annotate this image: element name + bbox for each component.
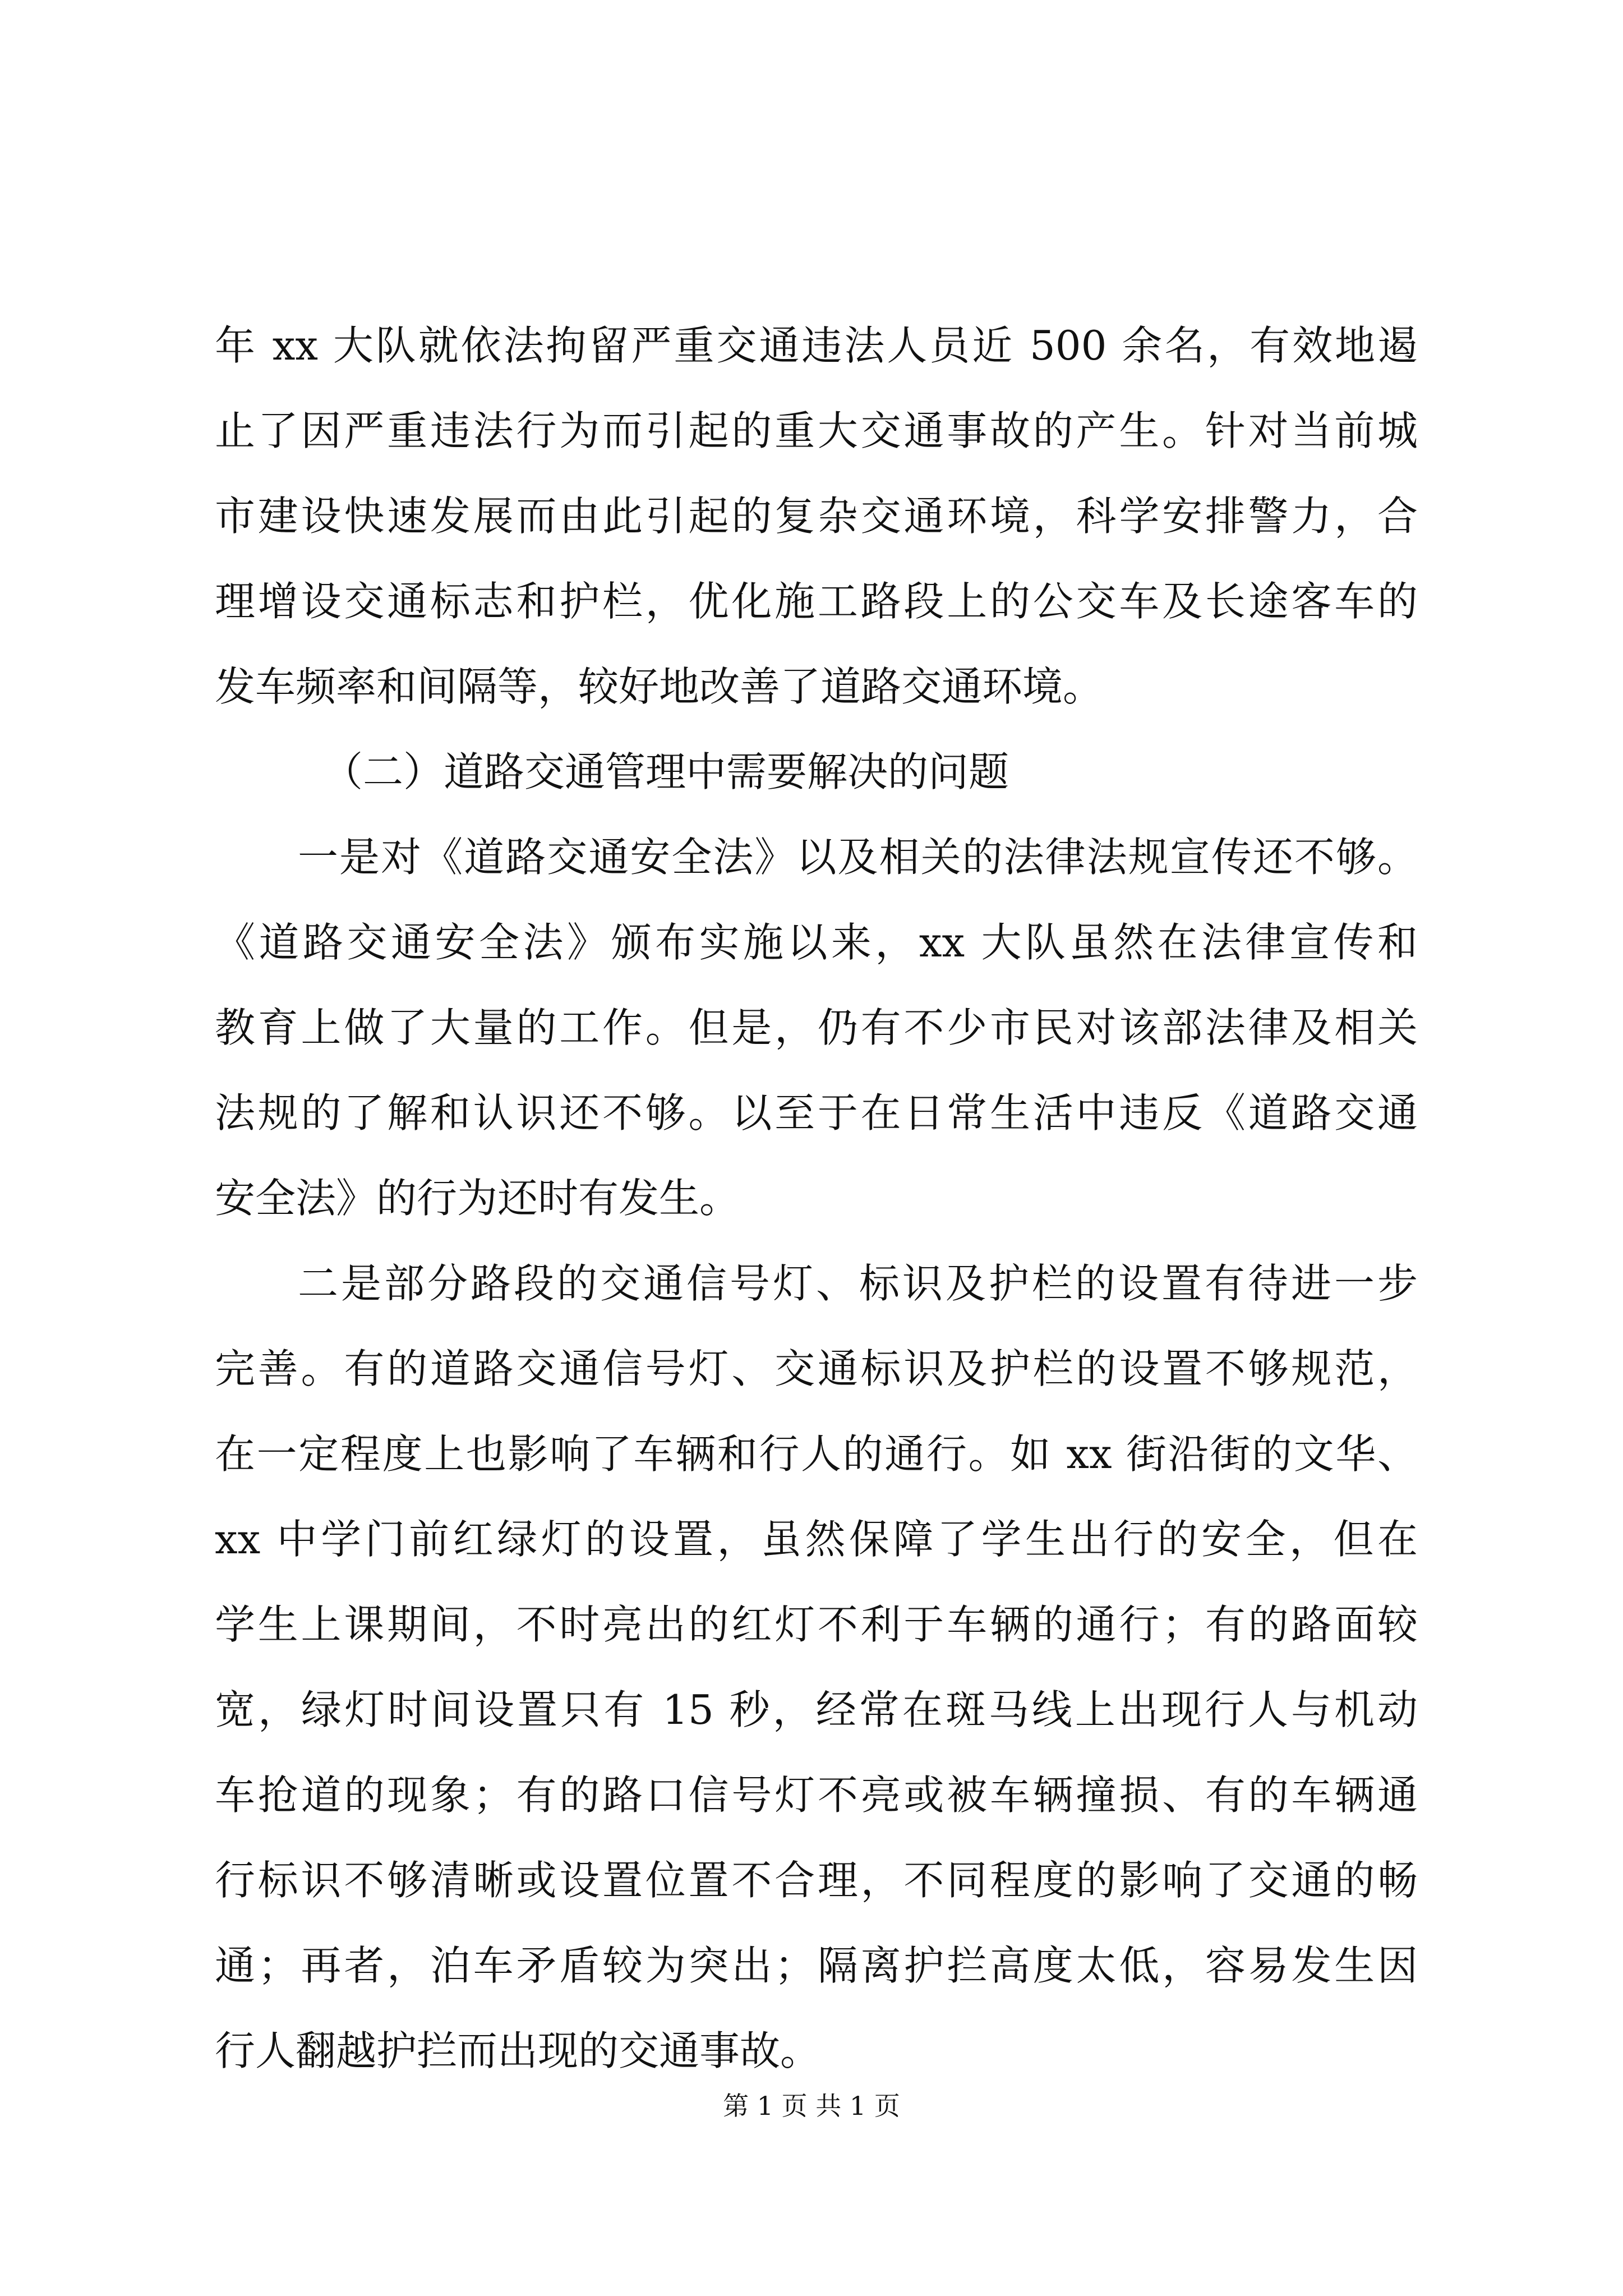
- text-line: 二是部分路段的交通信号灯、标识及护栏的设置有待进一步: [298, 1260, 1418, 1307]
- text-line: 在一定程度上也影响了车辆和行人的通行。如 xx 街沿街的文华、: [215, 1430, 1418, 1478]
- text-line: 通；再者，泊车矛盾较为突出；隔离护拦高度太低，容易发生因: [215, 1942, 1418, 1989]
- text-line: 市建设快速发展而由此引起的复杂交通环境，科学安排警力，合: [215, 493, 1418, 540]
- text-line: 发车频率和间隔等，较好地改善了道路交通环境。: [215, 663, 1104, 710]
- text-line: 学生上课期间，不时亮出的红灯不利于车辆的通行；有的路面较: [215, 1601, 1418, 1648]
- paragraph-3: [215, 1241, 1418, 2093]
- section-heading: [215, 729, 1418, 815]
- text-line: 年 xx 大队就依法拘留严重交通违法人员近 500 余名，有效地遏: [215, 322, 1418, 369]
- text-line: 理增设交通标志和护栏，优化施工路段上的公交车及长途客车的: [215, 578, 1418, 625]
- text-line: 行标识不够清晰或设置位置不合理，不同程度的影响了交通的畅: [215, 1857, 1418, 1904]
- text-line: 法规的了解和认识还不够。以至于在日常生活中违反《道路交通: [215, 1089, 1418, 1137]
- text-line: 一是对《道路交通安全法》以及相关的法律法规宣传还不够。: [298, 834, 1418, 881]
- text-line: 宽，绿灯时间设置只有 15 秒，经常在斑马线上出现行人与机动: [215, 1686, 1418, 1733]
- text-line: 完善。有的道路交通信号灯、交通标识及护栏的设置不够规范，: [215, 1345, 1418, 1392]
- text-line: 行人翻越护拦而出现的交通事故。: [215, 2027, 821, 2074]
- paragraph-2: [215, 815, 1418, 1241]
- document-body: [215, 303, 1418, 2093]
- paragraph-1: [215, 303, 1418, 729]
- text-line: 《道路交通安全法》颁布实施以来，xx 大队虽然在法律宣传和: [215, 919, 1418, 966]
- text-line: 安全法》的行为还时有发生。: [215, 1175, 740, 1222]
- text-line: 教育上做了大量的工作。但是，仍有不少市民对该部法律及相关: [215, 1004, 1418, 1051]
- text-line: 止了因严重违法行为而引起的重大交通事故的产生。针对当前城: [215, 407, 1418, 454]
- page-number-footer: 第 1 页 共 1 页: [723, 2091, 900, 2121]
- text-line: 车抢道的现象；有的路口信号灯不亮或被车辆撞损、有的车辆通: [215, 1772, 1418, 1819]
- heading-text: （二）道路交通管理中需要解决的问题: [322, 748, 1009, 795]
- text-line: xx 中学门前红绿灯的设置，虽然保障了学生出行的安全，但在: [215, 1516, 1418, 1563]
